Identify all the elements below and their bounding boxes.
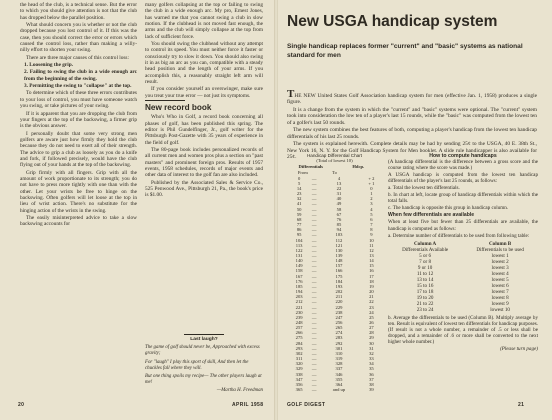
diff-to-cell: 49: [336, 201, 342, 207]
paragraph: [287, 90, 537, 106]
paragraph: a. Total the lowest ten differentials.: [388, 185, 460, 192]
dash-cell: —: [311, 345, 317, 351]
diff-from-cell: 338: [295, 371, 303, 377]
dash-cell: —: [311, 340, 317, 346]
dash-cell: —: [311, 273, 317, 279]
hdcp-cell: 3: [370, 201, 373, 207]
instructions-heading: How to compute handicaps: [429, 153, 497, 159]
chart-header: [287, 164, 382, 169]
column-a-value: 23 to 24: [416, 307, 434, 314]
diff-to-cell: 274: [335, 330, 343, 336]
diff-from-cell: 203: [295, 294, 303, 300]
dash-cell: —: [311, 309, 317, 315]
hdcp-cell: 37: [369, 376, 374, 382]
paragraph: It is a change from the system in which the "current" and "basic" systems were optional. The "current" system took into consideration the low ten of a player's last 15 rounds, while the "basic" was computed from the lowest ten of a golfer's last 50 rounds.: [287, 106, 537, 126]
col-from-header: From: [297, 170, 308, 176]
diff-to-cell: 76: [336, 216, 342, 222]
hdcp-cell: 14: [369, 258, 374, 264]
hdcp-cell: 13: [369, 252, 374, 258]
diff-from-cell: 14: [296, 185, 302, 191]
dash-cell: —: [311, 222, 317, 228]
poem-stanza: For "laugh" I play this sport of skill, And then let the chuckles fall where they will.: [145, 359, 249, 371]
column-b-value: lowest 2: [491, 258, 509, 265]
dash-cell: —: [311, 191, 317, 197]
paragraph: To determine which of these three errors contributes to your loss of control, you must have someone watch you swing, or take pictures of your swing.: [20, 90, 137, 110]
paragraph: Who's Who in Golf, a record book concerning all phases of golf, has been published this spring. The editor is Phil Gundelfinger, Jr., golf writer for the Pittsburgh Post-Gazette with 35 years of experience in the field of golf.: [145, 114, 263, 146]
hdcp-cell: 21: [369, 294, 374, 300]
dash-cell: —: [311, 263, 317, 269]
hdcp-cell: 18: [369, 278, 374, 284]
column-a-title: Column A: [413, 240, 437, 247]
diff-from-cell: 194: [295, 289, 303, 295]
diff-to-cell: 22: [336, 185, 342, 191]
diff-from-cell: 185: [295, 283, 303, 289]
dash-cell: —: [311, 211, 317, 217]
paragraph: the head of the club, is a technical sense. But the error to which you should give attention is not that the club has dropped below the parallel position.: [20, 2, 137, 21]
diff-from-cell: 239: [295, 314, 303, 320]
diff-from-cell: 104: [295, 237, 303, 243]
diff-from-cell: 176: [295, 278, 303, 284]
paragraph: If it is apparent that you are dropping the club from your fingers at the top of the backswing, a firmer grip is the obvious answer.: [20, 110, 137, 130]
hdcp-cell: 9: [370, 232, 373, 238]
hdcp-cell: 11: [369, 242, 374, 248]
diff-from-cell: 5: [297, 180, 301, 186]
diff-to-cell: 121: [335, 242, 343, 248]
dash-cell: —: [311, 247, 317, 253]
hdcp-cell: 17: [369, 273, 374, 279]
dash-cell: —: [311, 185, 317, 191]
diff-to-cell: 301: [335, 345, 343, 351]
dash-cell: —: [311, 314, 317, 320]
diff-to-cell: 13: [336, 180, 342, 186]
dash-cell: —: [311, 278, 317, 284]
handicap-differential-chart: [287, 153, 382, 392]
diff-from-cell: 221: [295, 304, 303, 310]
paragraph: You should swing the clubhead without any attempt to control its speed. You must neither force it faster or consciously try to slow it down. You should also swing it in as big an arc as you can, compatible with a steady head position and the length of your arms. If you accomplish this, a reasonably straight left arm will result.: [145, 41, 263, 86]
paragraph: What should concern you is whether or not the club dropped because you lost control of it. If this was the case, then you should correct the error or errors which caused the control loss, rather than making a willy-nilly effort to shorten your swing.: [20, 22, 137, 54]
diff-to-cell: 166: [335, 268, 343, 274]
diff-to-cell: 103: [335, 232, 343, 238]
diff-to-cell: 31: [336, 191, 342, 197]
diff-from-cell: 41: [296, 201, 302, 207]
diff-to-cell: 355: [335, 376, 343, 382]
diff-to-cell: 94: [336, 227, 342, 233]
hdcp-cell: 29: [369, 335, 374, 341]
diff-to-cell: and up: [332, 387, 346, 393]
compute-instructions: [388, 153, 538, 353]
dash-cell: —: [311, 325, 317, 331]
paragraph: c. The handicap is opposite this group in handicap column.: [388, 205, 509, 212]
hdcp-cell: 2: [370, 196, 373, 202]
dash-cell: —: [311, 252, 317, 258]
hdcp-cell: 16: [369, 268, 374, 274]
diff-from-cell: 230: [295, 309, 303, 315]
dash-cell: —: [311, 232, 317, 238]
page-number-left: 20: [18, 402, 25, 408]
column-a-value: 13 to 14: [416, 276, 434, 283]
hdcp-cell: 33: [369, 356, 374, 362]
diff-to-cell: 139: [335, 252, 343, 258]
diff-to-cell: 175: [335, 273, 343, 279]
hdcp-cell: 0: [370, 185, 373, 191]
dash-cell: —: [311, 376, 317, 382]
column-a-value: 11 to 12: [416, 270, 434, 277]
column-b: [476, 241, 524, 314]
hdcp-cell: 23: [369, 304, 374, 310]
diff-from-cell: 167: [295, 273, 303, 279]
dash-cell: —: [311, 175, 317, 181]
dash-cell: —: [311, 381, 317, 387]
column-a: [402, 241, 448, 314]
hdcp-cell: 7: [370, 222, 373, 228]
diff-from-cell: 293: [295, 345, 303, 351]
dash-cell: —: [311, 196, 317, 202]
diff-from-cell: 68: [296, 216, 302, 222]
paragraph: If you consider yourself an overswinger, make sure you treat your true error — not just its symptoms.: [145, 86, 263, 99]
column-b-value: lowest 10: [490, 307, 510, 314]
diff-to-cell: 265: [335, 325, 343, 331]
column-a-value: 5 or 6: [419, 252, 432, 259]
diff-to-cell: 67: [336, 211, 342, 217]
spacer: [350, 170, 382, 175]
column-b-title: Column B: [488, 240, 512, 247]
column-b-value: lowest 5: [491, 276, 509, 283]
column-a-value: 7 or 8: [419, 258, 432, 265]
running-head-left: APRIL 1958: [232, 402, 264, 408]
paragraph: many golfers collapsing at the top or failing to swing the club in a wide enough arc. My pro, Ernest Jones, has warned me that you cannot swing a club in slow motion. If the clubhead is not moved fast enough, the arms and the club will simply collapse at the top from lack of sufficient force.: [145, 2, 263, 40]
column-a-values: [402, 253, 448, 313]
paragraph: When at least five but fewer than 25 differentials are available, the handicap is computed as follows:: [388, 219, 538, 232]
diff-to-cell: 184: [335, 278, 343, 284]
poem-stanza: But one thing spoils my recipe— The other players laugh at me!: [145, 374, 262, 386]
numbered-point: 1. Loosening the grip.: [24, 62, 74, 69]
dash-cell: —: [311, 294, 317, 300]
diff-to-cell: 292: [335, 340, 343, 346]
column-a-value: 9 or 10: [417, 264, 433, 271]
diff-to-cell: 337: [335, 366, 343, 372]
dash-cell: —: [311, 356, 317, 362]
hdcp-cell: 4: [370, 206, 373, 212]
diff-to-cell: 112: [335, 237, 343, 243]
dash-cell: —: [311, 320, 317, 325]
diff-from-cell: 212: [295, 299, 303, 305]
page-number-right: 21: [518, 402, 525, 408]
hdcp-cell: 39: [369, 387, 374, 393]
diff-from-cell: 59: [296, 211, 302, 217]
dash-cell: —: [311, 299, 317, 305]
dash-cell: —: [311, 268, 317, 274]
paragraph: b. In chart at left, locate group of handicap differentials within which the total falls.: [388, 192, 538, 205]
column-a-value: 15 to 16: [416, 282, 434, 289]
paragraph: Published by the Associated Sales & Service Co., 525 Penwood Ave., Pittsburgh 21, Pa., the book's price is $1.00.: [145, 179, 263, 199]
left-column-1: [20, 2, 137, 229]
poem-box: [145, 334, 263, 395]
column-a-value: 19 to 20: [416, 295, 434, 302]
dash-cell: —: [311, 371, 317, 377]
diff-from-cell: 266: [295, 330, 303, 336]
hdcp-cell: + 2: [368, 175, 375, 181]
dash-cell: —: [311, 289, 317, 295]
diff-from-cell: 131: [295, 252, 303, 258]
dash-cell: —: [311, 361, 317, 367]
differentials-table: [388, 241, 538, 314]
column-a-value: 17 to 18: [416, 288, 434, 295]
column-b-value: lowest 1: [491, 252, 509, 259]
column-b-values: [476, 253, 524, 313]
paragraph: The system is explained herewith. Complete details may be had by sending 25¢ to the USGA, 40 E. 38th St., New York 16, N. Y. for the Golf Handicap System for Men booklet. A slide rule handicapper is also available for 25¢.: [287, 141, 537, 161]
diff-from-cell: 311: [295, 356, 303, 362]
paragraph: A USGA handicap is computed from the lowest ten handicap differentials of the player's last 25 rounds, as follows:: [388, 172, 538, 185]
diff-to-cell: 40: [336, 196, 342, 202]
column-b-value: lowest 9: [491, 301, 509, 308]
page-fold: [274, 0, 278, 420]
hdcp-cell: 12: [369, 247, 374, 253]
column-b-subtitle: Differentials to be used: [476, 246, 524, 253]
dash-cell: —: [311, 258, 317, 264]
column-b-value: lowest 6: [491, 282, 509, 289]
running-head-right: GOLF DIGEST: [287, 402, 326, 408]
hdcp-cell: 24: [369, 309, 374, 315]
article-intro: [287, 90, 537, 162]
diff-from-cell: 95: [296, 232, 302, 238]
diff-to-cell: 220: [335, 299, 343, 305]
dash-cell: —: [311, 237, 317, 243]
diff-from-cell: 140: [295, 258, 303, 264]
hdcp-cell: 22: [369, 299, 374, 305]
hdcp-cell: 15: [369, 263, 374, 269]
diff-from-cell: 50: [296, 206, 302, 212]
hdcp-cell: 25: [369, 314, 374, 320]
hdcp-cell: 6: [370, 216, 373, 222]
hdcp-cell: 35: [369, 366, 374, 372]
hdcp-cell: 26: [369, 320, 374, 325]
poem-author: —Martha H. Freedman: [216, 388, 263, 394]
hdcp-cell: 31: [369, 345, 374, 351]
poem-title: Last laugh?: [145, 334, 263, 343]
diff-from-cell: 284: [295, 340, 303, 346]
numbered-point: 2. Failing to swing the club in a wide enough arc from the beginning of the swing.: [24, 69, 137, 82]
diff-from-cell: 275: [295, 335, 303, 341]
paragraph: The easily misinterpreted advice to take a slow backswing accounts for: [20, 215, 137, 228]
diff-from-cell: 320: [295, 361, 303, 367]
hdcp-cell: 8: [370, 227, 373, 233]
drop-cap: T: [287, 88, 295, 100]
paragraph: (A handicap differential is the difference between a gross score and the course rating where the score was made.): [388, 159, 538, 172]
dash-cell: —: [311, 330, 317, 336]
diff-to-cell: 85: [336, 222, 342, 228]
col-hdcp-header: Hdcp.: [352, 164, 365, 170]
paragraph: I personally doubt that some very strong men golfers are aware just how firmly they hold the club because they do not need to exert all of their strength. The advice to grip a club as loosely as you do a knife and fork, if followed precisely, would have the club flying out of your hands at the top of the backswing.: [20, 130, 137, 169]
hdcp-cell: + 1: [368, 180, 375, 186]
column-a-subtitle: Differentials Available: [402, 246, 449, 253]
chart-row: [287, 387, 382, 392]
hdcp-cell: 20: [369, 289, 374, 295]
column-b-value: lowest 7: [491, 288, 509, 295]
diff-from-cell: 356: [295, 381, 303, 387]
dash-cell: —: [311, 201, 317, 207]
article-subtitle: Single handicap replaces former "current" and "basic" systems as national standard for men: [287, 43, 523, 59]
hdcp-cell: 10: [369, 237, 374, 243]
dash-cell: —: [311, 350, 317, 356]
hdcp-cell: 34: [369, 361, 374, 367]
col-to-header: To: [332, 170, 337, 176]
chart-table: [287, 176, 382, 393]
diff-to-cell: 4: [337, 175, 341, 181]
chart-title: Handicap Differential Chart: [306, 153, 363, 158]
dash-cell: —: [311, 335, 317, 341]
subheading: When few differentials are available: [388, 212, 475, 219]
diff-from-cell: 32: [296, 196, 302, 202]
hdcp-cell: 38: [369, 381, 374, 387]
hdcp-cell: 1: [370, 191, 373, 197]
col-differentials-header: Differentials: [298, 164, 323, 170]
column-b-value: lowest 8: [491, 295, 509, 302]
diff-from-cell: 257: [295, 325, 303, 331]
diff-from-cell: 113: [295, 242, 303, 248]
diff-from-cell: 77: [296, 222, 302, 228]
diff-to-cell: 211: [335, 294, 343, 300]
hdcp-cell: 19: [369, 283, 374, 289]
numbered-point: 3. Permitting the swing to "collapse" at the top.: [24, 83, 132, 90]
diff-to-cell: 238: [335, 309, 343, 315]
diff-to-cell: 58: [336, 206, 342, 212]
diff-to-cell: 346: [335, 371, 343, 377]
diff-to-cell: 310: [335, 350, 343, 356]
dash-cell: —: [311, 216, 317, 222]
paragraph: The 80-page book includes personalized records of all current men and women pros plus a section on "past masters" and prominent foreign pros. Results of 1957 events, 1958 schedules, records of major events and other data of interest to the golf fan are also included.: [145, 146, 263, 179]
dash-cell: —: [311, 242, 317, 248]
dash-cell: —: [311, 366, 317, 372]
diff-to-cell: 256: [335, 320, 343, 325]
paragraph: Grip firmly with all fingers. Grip with all the amount of work proportionate to its strength; you do not have to press more tightly with one than with the other. Let your wrists be free to hinge on the backswing. Often golfers will let loose at the top in lieu of wrist action. There's no substitute for the hinging action of the wrists in the swing.: [20, 169, 137, 214]
column-b-value: lowest 3: [491, 264, 509, 271]
diff-to-cell: 229: [335, 304, 343, 310]
diff-from-cell: 329: [295, 366, 303, 372]
dash-cell: —: [311, 283, 317, 289]
dash-cell: —: [311, 304, 317, 310]
left-column-2: [145, 2, 263, 200]
hdcp-cell: 30: [369, 340, 374, 346]
continued-note: (Please turn page): [500, 346, 538, 353]
paragraph: a. Determine number of differentials to be used from following table:: [388, 232, 530, 239]
chart-subheader: [287, 170, 382, 175]
diff-to-cell: 283: [335, 335, 343, 341]
dash-cell: —: [311, 206, 317, 212]
dash-cell: —: [311, 227, 317, 233]
diff-to-cell: 202: [335, 289, 343, 295]
diff-from-cell: 122: [295, 247, 303, 253]
paragraph: There are three major causes of this control loss:: [26, 54, 129, 61]
diff-to-cell: 364: [335, 381, 343, 387]
diff-to-cell: 193: [335, 283, 343, 289]
diff-to-cell: 148: [335, 258, 343, 264]
column-b-value: lowest 4: [491, 270, 509, 277]
diff-from-cell: 302: [295, 350, 303, 356]
hdcp-cell: 28: [369, 330, 374, 336]
diff-to-cell: 319: [335, 356, 343, 362]
paragraph: The new system combines the best features of both, computing a player's handicap from the lowest ten handicap differentials of his last 25 rounds.: [287, 127, 537, 140]
diff-from-cell: 365: [295, 387, 303, 393]
poem-stanza: The game of golf should never be, Approached with excess gravity;: [145, 345, 260, 357]
new-record-heading: New record book: [145, 100, 263, 113]
diff-from-cell: 248: [295, 320, 303, 325]
article-title: New USGA handicap system: [287, 13, 498, 30]
diff-from-cell: 347: [295, 376, 303, 382]
paragraph-text: HE NEW United States Golf Association handicap system for men (effective Jan. 1, 1958) produces a single figure.: [287, 93, 537, 106]
dash-cell: —: [311, 387, 317, 393]
diff-from-cell: 149: [295, 263, 303, 269]
hdcp-cell: 27: [369, 325, 374, 331]
diff-from-cell: 0: [297, 175, 301, 181]
dash-cell: —: [311, 180, 317, 186]
diff-to-cell: 247: [335, 314, 343, 320]
diff-from-cell: 23: [296, 191, 302, 197]
chart-subtitle: (Total of lowest 10): [316, 158, 353, 164]
diff-from-cell: 158: [295, 268, 303, 274]
hdcp-cell: 36: [369, 371, 374, 377]
hdcp-cell: 32: [369, 350, 374, 356]
diff-from-cell: 86: [296, 227, 302, 233]
paragraph: b. Average the differentials to be used (Column B). Multiply average by ten. Result is equivalent of lowest ten differentials for handicap purposes. (If result is not a whole number, a remainder of .5 or less shall be dropped, and a remainder of .6 or more shall be converted to the next higher whole number.): [388, 315, 538, 346]
hdcp-cell: 5: [370, 211, 373, 217]
diff-to-cell: 157: [335, 263, 343, 269]
column-a-value: 21 to 22: [416, 301, 434, 308]
diff-to-cell: 130: [335, 247, 343, 253]
diff-to-cell: 328: [335, 361, 343, 367]
